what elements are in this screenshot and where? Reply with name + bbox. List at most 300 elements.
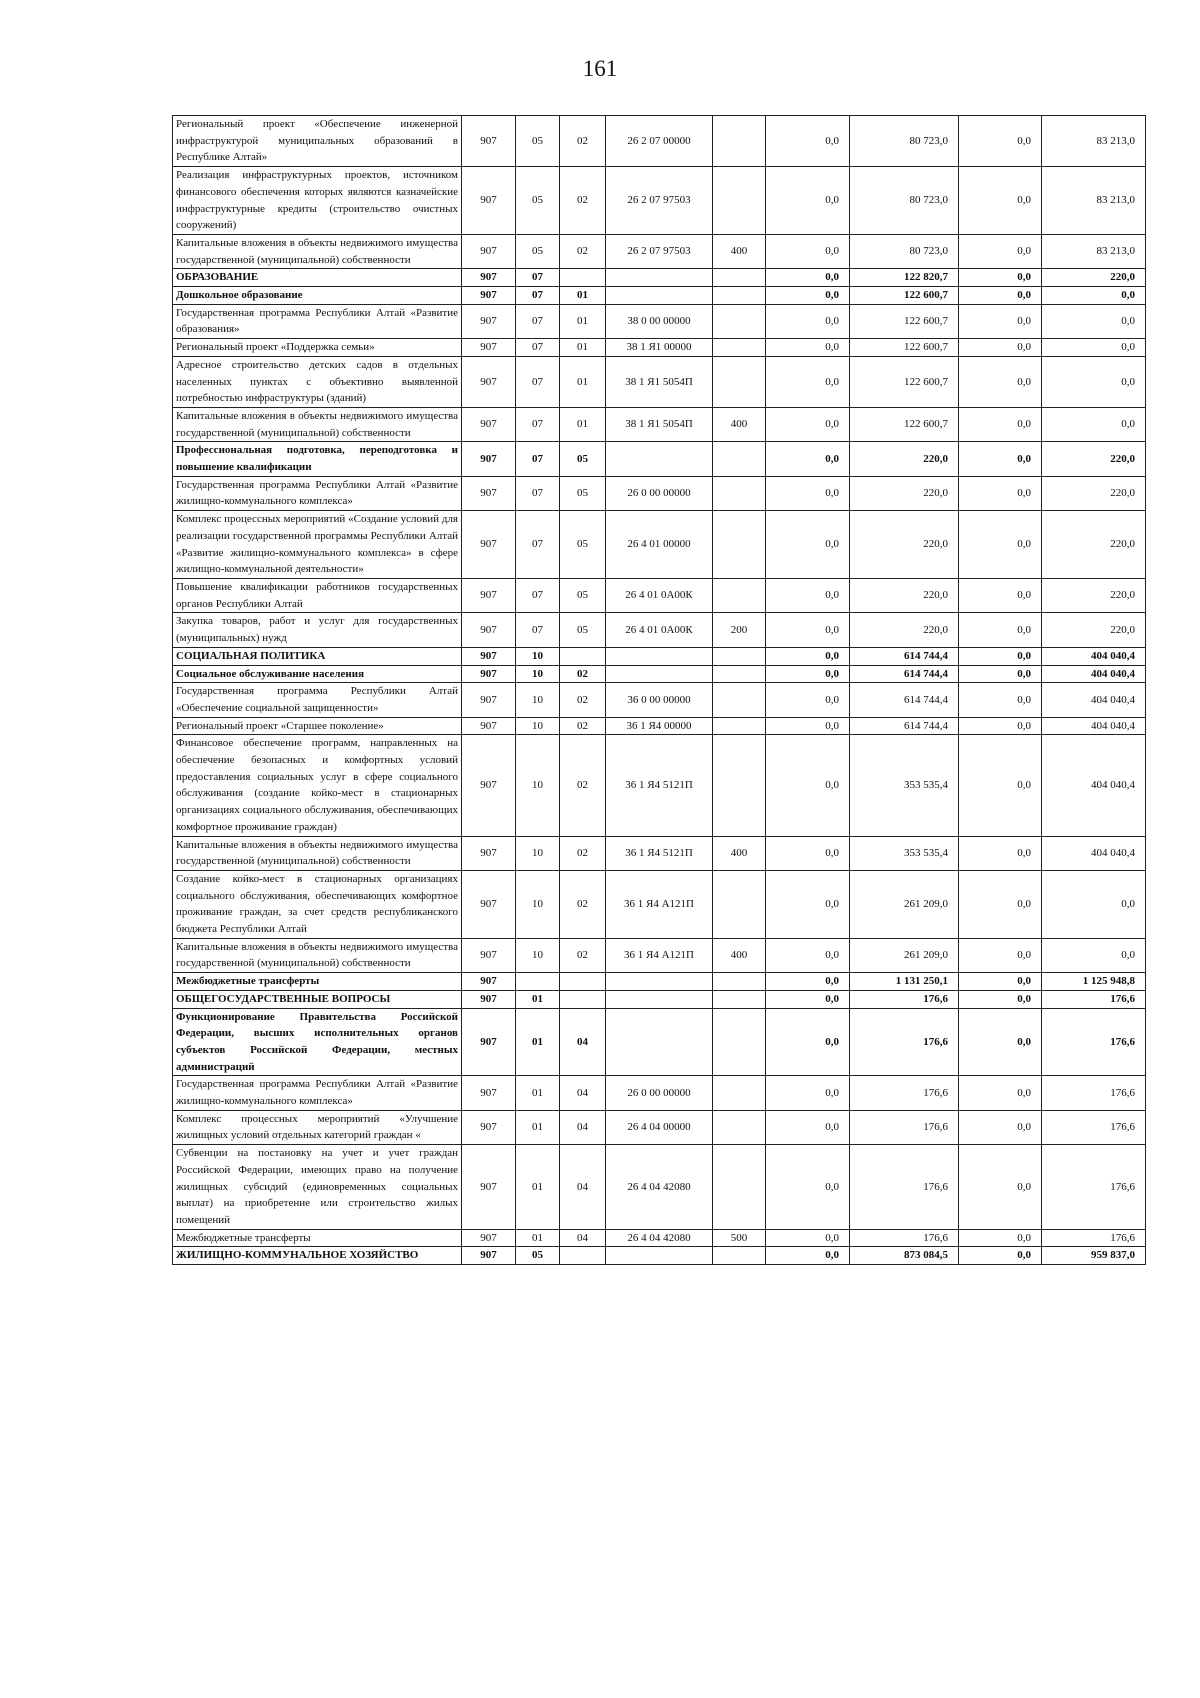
row-value-4-cell: 404 040,4	[1042, 647, 1146, 665]
row-expense-type-cell	[713, 304, 766, 338]
row-value-4-cell: 959 837,0	[1042, 1247, 1146, 1265]
row-grbs-cell: 907	[462, 578, 516, 612]
row-subsection-cell: 02	[560, 683, 606, 717]
row-value-2-cell: 220,0	[850, 476, 959, 510]
table-row	[173, 167, 1146, 235]
row-value-3-cell: 0,0	[959, 287, 1042, 305]
row-value-3-cell: 0,0	[959, 613, 1042, 647]
budget-table	[172, 115, 1146, 1265]
row-subsection-cell: 04	[560, 1008, 606, 1076]
row-value-4-cell: 220,0	[1042, 511, 1146, 579]
table-row	[173, 990, 1146, 1008]
table-row	[173, 1076, 1146, 1110]
budget-table-body	[173, 116, 1146, 1265]
row-section-cell: 07	[516, 613, 560, 647]
table-row	[173, 665, 1146, 683]
table-row	[173, 1008, 1146, 1076]
row-value-2-cell: 220,0	[850, 578, 959, 612]
row-value-4-cell: 0,0	[1042, 287, 1146, 305]
row-value-2-cell: 122 600,7	[850, 304, 959, 338]
row-subsection-cell	[560, 647, 606, 665]
row-value-3-cell: 0,0	[959, 511, 1042, 579]
row-name-cell: ОБРАЗОВАНИЕ	[173, 269, 462, 287]
row-section-cell: 10	[516, 683, 560, 717]
row-subsection-cell: 01	[560, 287, 606, 305]
row-grbs-cell: 907	[462, 665, 516, 683]
table-row	[173, 647, 1146, 665]
row-grbs-cell: 907	[462, 287, 516, 305]
row-subsection-cell: 04	[560, 1229, 606, 1247]
row-target-article-cell: 36 1 Я4 5121П	[606, 735, 713, 836]
row-value-1-cell: 0,0	[766, 735, 850, 836]
row-value-1-cell: 0,0	[766, 836, 850, 870]
row-name-cell: Закупка товаров, работ и услуг для государственных (муниципальных) нужд	[173, 613, 462, 647]
row-subsection-cell: 02	[560, 167, 606, 235]
row-expense-type-cell: 400	[713, 407, 766, 441]
row-value-3-cell: 0,0	[959, 1110, 1042, 1144]
row-subsection-cell: 04	[560, 1145, 606, 1230]
row-subsection-cell: 01	[560, 304, 606, 338]
table-row	[173, 735, 1146, 836]
row-name-cell: Дошкольное образование	[173, 287, 462, 305]
row-subsection-cell: 02	[560, 234, 606, 268]
row-value-2-cell: 353 535,4	[850, 836, 959, 870]
row-grbs-cell: 907	[462, 1076, 516, 1110]
row-value-1-cell: 0,0	[766, 647, 850, 665]
row-name-cell: ЖИЛИЩНО-КОММУНАЛЬНОЕ ХОЗЯЙСТВО	[173, 1247, 462, 1265]
row-value-2-cell: 176,6	[850, 990, 959, 1008]
page-number: 161	[582, 56, 618, 81]
row-expense-type-cell	[713, 870, 766, 938]
row-value-1-cell: 0,0	[766, 1008, 850, 1076]
row-grbs-cell: 907	[462, 973, 516, 991]
row-grbs-cell: 907	[462, 476, 516, 510]
row-value-1-cell: 0,0	[766, 442, 850, 476]
table-row	[173, 511, 1146, 579]
row-section-cell: 10	[516, 870, 560, 938]
row-value-3-cell: 0,0	[959, 1008, 1042, 1076]
table-row	[173, 269, 1146, 287]
row-value-3-cell: 0,0	[959, 304, 1042, 338]
row-expense-type-cell: 400	[713, 234, 766, 268]
row-value-4-cell: 176,6	[1042, 1008, 1146, 1076]
row-value-1-cell: 0,0	[766, 870, 850, 938]
row-value-4-cell: 404 040,4	[1042, 735, 1146, 836]
row-name-cell: Государственная программа Республики Алтай «Развитие образования»	[173, 304, 462, 338]
row-value-2-cell: 122 600,7	[850, 339, 959, 357]
row-subsection-cell: 02	[560, 870, 606, 938]
row-value-3-cell: 0,0	[959, 665, 1042, 683]
table-row	[173, 287, 1146, 305]
row-subsection-cell	[560, 973, 606, 991]
row-value-2-cell: 176,6	[850, 1008, 959, 1076]
row-target-article-cell: 26 4 04 42080	[606, 1145, 713, 1230]
row-grbs-cell: 907	[462, 442, 516, 476]
row-value-3-cell: 0,0	[959, 735, 1042, 836]
row-value-3-cell: 0,0	[959, 407, 1042, 441]
row-name-cell: Создание койко-мест в стационарных организациях социального обслуживания, обеспечивающих комфортное проживание граждан, за счет средств республиканского бюджета Республики Алтай	[173, 870, 462, 938]
row-section-cell: 10	[516, 665, 560, 683]
row-value-4-cell: 404 040,4	[1042, 683, 1146, 717]
row-name-cell: Профессиональная подготовка, переподготовка и повышение квалификации	[173, 442, 462, 476]
row-value-4-cell: 1 125 948,8	[1042, 973, 1146, 991]
row-subsection-cell: 02	[560, 836, 606, 870]
table-row	[173, 339, 1146, 357]
table-row	[173, 1145, 1146, 1230]
row-value-4-cell: 176,6	[1042, 1110, 1146, 1144]
row-value-1-cell: 0,0	[766, 1110, 850, 1144]
row-subsection-cell: 04	[560, 1076, 606, 1110]
row-subsection-cell: 01	[560, 339, 606, 357]
row-grbs-cell: 907	[462, 407, 516, 441]
row-name-cell: Региональный проект «Обеспечение инженерной инфраструктурой муниципальных образований в Республике Алтай»	[173, 116, 462, 167]
row-expense-type-cell: 500	[713, 1229, 766, 1247]
table-row	[173, 407, 1146, 441]
row-subsection-cell: 04	[560, 1110, 606, 1144]
row-value-2-cell: 80 723,0	[850, 234, 959, 268]
table-row	[173, 938, 1146, 972]
row-target-article-cell	[606, 1247, 713, 1265]
row-grbs-cell: 907	[462, 938, 516, 972]
row-name-cell: Государственная программа Республики Алтай «Развитие жилищно-коммунального комплекса»	[173, 476, 462, 510]
row-value-3-cell: 0,0	[959, 938, 1042, 972]
row-value-1-cell: 0,0	[766, 938, 850, 972]
row-name-cell: Межбюджетные трансферты	[173, 1229, 462, 1247]
row-value-1-cell: 0,0	[766, 287, 850, 305]
row-section-cell: 05	[516, 234, 560, 268]
table-row	[173, 836, 1146, 870]
row-name-cell: СОЦИАЛЬНАЯ ПОЛИТИКА	[173, 647, 462, 665]
row-grbs-cell: 907	[462, 167, 516, 235]
table-row	[173, 1247, 1146, 1265]
row-expense-type-cell	[713, 973, 766, 991]
row-target-article-cell	[606, 287, 713, 305]
row-grbs-cell: 907	[462, 717, 516, 735]
row-value-3-cell: 0,0	[959, 647, 1042, 665]
row-value-2-cell: 176,6	[850, 1229, 959, 1247]
row-section-cell: 07	[516, 476, 560, 510]
row-value-2-cell: 353 535,4	[850, 735, 959, 836]
row-value-1-cell: 0,0	[766, 665, 850, 683]
row-expense-type-cell	[713, 167, 766, 235]
row-section-cell	[516, 973, 560, 991]
row-grbs-cell: 907	[462, 1229, 516, 1247]
row-value-4-cell: 176,6	[1042, 1145, 1146, 1230]
row-subsection-cell: 05	[560, 511, 606, 579]
row-grbs-cell: 907	[462, 1247, 516, 1265]
row-section-cell: 10	[516, 647, 560, 665]
row-section-cell: 10	[516, 735, 560, 836]
row-target-article-cell: 38 1 Я1 00000	[606, 339, 713, 357]
row-value-1-cell: 0,0	[766, 304, 850, 338]
row-value-1-cell: 0,0	[766, 167, 850, 235]
table-row	[173, 116, 1146, 167]
row-section-cell: 07	[516, 287, 560, 305]
row-expense-type-cell	[713, 1247, 766, 1265]
row-name-cell: Финансовое обеспечение программ, направленных на обеспечение безопасных и комфортных условий предоставления социальных услуг в сфере социального обслуживания (создание койко-мест в стационарных организациях социального обслуживания, обеспечивающих комфортное проживание граждан)	[173, 735, 462, 836]
row-value-3-cell: 0,0	[959, 167, 1042, 235]
row-name-cell: Реализация инфраструктурных проектов, источником финансового обеспечения которых являются казначейские инфраструктурные кредиты (строительство очистных сооружений)	[173, 167, 462, 235]
row-value-2-cell: 261 209,0	[850, 938, 959, 972]
row-value-1-cell: 0,0	[766, 356, 850, 407]
row-value-3-cell: 0,0	[959, 356, 1042, 407]
row-value-1-cell: 0,0	[766, 990, 850, 1008]
row-section-cell: 07	[516, 304, 560, 338]
row-target-article-cell: 38 0 00 00000	[606, 304, 713, 338]
row-expense-type-cell	[713, 442, 766, 476]
row-subsection-cell: 05	[560, 613, 606, 647]
row-section-cell: 07	[516, 511, 560, 579]
row-name-cell: Межбюджетные трансферты	[173, 973, 462, 991]
row-subsection-cell: 01	[560, 407, 606, 441]
row-target-article-cell: 26 4 01 0А00К	[606, 613, 713, 647]
row-grbs-cell: 907	[462, 683, 516, 717]
row-value-4-cell: 0,0	[1042, 356, 1146, 407]
row-value-4-cell: 220,0	[1042, 269, 1146, 287]
row-subsection-cell: 05	[560, 578, 606, 612]
row-value-2-cell: 261 209,0	[850, 870, 959, 938]
row-expense-type-cell	[713, 476, 766, 510]
row-subsection-cell	[560, 990, 606, 1008]
row-name-cell: Капитальные вложения в объекты недвижимого имущества государственной (муниципальной) собственности	[173, 938, 462, 972]
row-grbs-cell: 907	[462, 511, 516, 579]
row-value-1-cell: 0,0	[766, 717, 850, 735]
row-expense-type-cell	[713, 269, 766, 287]
row-subsection-cell: 05	[560, 442, 606, 476]
table-row	[173, 613, 1146, 647]
row-grbs-cell: 907	[462, 356, 516, 407]
row-expense-type-cell	[713, 356, 766, 407]
table-row	[173, 442, 1146, 476]
row-subsection-cell: 01	[560, 356, 606, 407]
table-row	[173, 578, 1146, 612]
row-value-3-cell: 0,0	[959, 1076, 1042, 1110]
table-row	[173, 717, 1146, 735]
row-target-article-cell: 36 1 Я4 А121П	[606, 870, 713, 938]
row-target-article-cell	[606, 973, 713, 991]
row-grbs-cell: 907	[462, 870, 516, 938]
row-expense-type-cell	[713, 735, 766, 836]
row-value-1-cell: 0,0	[766, 683, 850, 717]
row-expense-type-cell	[713, 717, 766, 735]
row-value-4-cell: 176,6	[1042, 1076, 1146, 1110]
row-target-article-cell	[606, 1008, 713, 1076]
row-value-1-cell: 0,0	[766, 476, 850, 510]
row-expense-type-cell	[713, 1008, 766, 1076]
row-value-3-cell: 0,0	[959, 717, 1042, 735]
table-row	[173, 1110, 1146, 1144]
row-section-cell: 07	[516, 442, 560, 476]
row-name-cell: Капитальные вложения в объекты недвижимого имущества государственной (муниципальной) собственности	[173, 234, 462, 268]
row-expense-type-cell	[713, 578, 766, 612]
row-target-article-cell: 26 4 01 00000	[606, 511, 713, 579]
row-section-cell: 07	[516, 356, 560, 407]
row-value-3-cell: 0,0	[959, 870, 1042, 938]
row-value-2-cell: 220,0	[850, 442, 959, 476]
row-expense-type-cell	[713, 1076, 766, 1110]
row-value-3-cell: 0,0	[959, 990, 1042, 1008]
row-expense-type-cell	[713, 116, 766, 167]
row-target-article-cell: 26 4 01 0А00К	[606, 578, 713, 612]
row-target-article-cell: 26 4 04 00000	[606, 1110, 713, 1144]
row-value-3-cell: 0,0	[959, 578, 1042, 612]
row-value-2-cell: 614 744,4	[850, 647, 959, 665]
row-value-1-cell: 0,0	[766, 1145, 850, 1230]
row-target-article-cell: 26 0 00 00000	[606, 476, 713, 510]
row-target-article-cell	[606, 647, 713, 665]
row-name-cell: Государственная программа Республики Алтай «Развитие жилищно-коммунального комплекса»	[173, 1076, 462, 1110]
row-section-cell: 10	[516, 836, 560, 870]
row-name-cell: Субвенции на постановку на учет и учет граждан Российской Федерации, имеющих право на получение жилищных субсидий (единовременных социальных выплат) на приобретение или строительство жилых помещений	[173, 1145, 462, 1230]
row-value-2-cell: 1 131 250,1	[850, 973, 959, 991]
row-expense-type-cell	[713, 990, 766, 1008]
row-value-3-cell: 0,0	[959, 1145, 1042, 1230]
row-grbs-cell: 907	[462, 613, 516, 647]
row-name-cell: Капитальные вложения в объекты недвижимого имущества государственной (муниципальной) собственности	[173, 407, 462, 441]
row-grbs-cell: 907	[462, 1145, 516, 1230]
row-value-4-cell: 0,0	[1042, 407, 1146, 441]
row-subsection-cell	[560, 1247, 606, 1265]
row-subsection-cell: 02	[560, 665, 606, 683]
row-expense-type-cell	[713, 339, 766, 357]
row-value-1-cell: 0,0	[766, 407, 850, 441]
row-value-2-cell: 220,0	[850, 511, 959, 579]
row-value-1-cell: 0,0	[766, 1229, 850, 1247]
table-row	[173, 304, 1146, 338]
table-row	[173, 234, 1146, 268]
row-subsection-cell	[560, 269, 606, 287]
row-target-article-cell: 26 2 07 97503	[606, 234, 713, 268]
row-section-cell: 05	[516, 116, 560, 167]
row-value-1-cell: 0,0	[766, 973, 850, 991]
row-name-cell: Повышение квалификации работников государственных органов Республики Алтай	[173, 578, 462, 612]
row-value-2-cell: 122 820,7	[850, 269, 959, 287]
row-value-3-cell: 0,0	[959, 973, 1042, 991]
row-value-3-cell: 0,0	[959, 836, 1042, 870]
row-expense-type-cell	[713, 1145, 766, 1230]
row-subsection-cell: 02	[560, 717, 606, 735]
row-value-3-cell: 0,0	[959, 234, 1042, 268]
row-value-3-cell: 0,0	[959, 339, 1042, 357]
row-value-4-cell: 220,0	[1042, 476, 1146, 510]
row-section-cell: 01	[516, 1008, 560, 1076]
row-value-2-cell: 614 744,4	[850, 683, 959, 717]
row-subsection-cell: 02	[560, 735, 606, 836]
row-value-4-cell: 83 213,0	[1042, 116, 1146, 167]
row-value-4-cell: 0,0	[1042, 304, 1146, 338]
row-value-4-cell: 220,0	[1042, 613, 1146, 647]
row-expense-type-cell: 200	[713, 613, 766, 647]
table-row	[173, 973, 1146, 991]
row-expense-type-cell	[713, 665, 766, 683]
row-value-3-cell: 0,0	[959, 442, 1042, 476]
row-grbs-cell: 907	[462, 735, 516, 836]
row-grbs-cell: 907	[462, 234, 516, 268]
row-grbs-cell: 907	[462, 1008, 516, 1076]
row-value-1-cell: 0,0	[766, 116, 850, 167]
row-target-article-cell: 36 1 Я4 5121П	[606, 836, 713, 870]
row-value-4-cell: 0,0	[1042, 938, 1146, 972]
row-target-article-cell: 26 2 07 97503	[606, 167, 713, 235]
row-grbs-cell: 907	[462, 990, 516, 1008]
row-subsection-cell: 02	[560, 938, 606, 972]
row-target-article-cell: 38 1 Я1 5054П	[606, 407, 713, 441]
row-value-1-cell: 0,0	[766, 269, 850, 287]
row-value-1-cell: 0,0	[766, 1076, 850, 1110]
row-value-2-cell: 614 744,4	[850, 717, 959, 735]
row-section-cell: 05	[516, 167, 560, 235]
row-value-2-cell: 80 723,0	[850, 116, 959, 167]
table-row	[173, 683, 1146, 717]
row-value-3-cell: 0,0	[959, 269, 1042, 287]
row-grbs-cell: 907	[462, 647, 516, 665]
row-target-article-cell: 26 4 04 42080	[606, 1229, 713, 1247]
row-target-article-cell	[606, 665, 713, 683]
row-section-cell: 07	[516, 407, 560, 441]
row-expense-type-cell	[713, 287, 766, 305]
row-target-article-cell: 38 1 Я1 5054П	[606, 356, 713, 407]
row-value-1-cell: 0,0	[766, 613, 850, 647]
row-value-1-cell: 0,0	[766, 339, 850, 357]
row-target-article-cell: 26 2 07 00000	[606, 116, 713, 167]
row-value-4-cell: 220,0	[1042, 442, 1146, 476]
row-value-2-cell: 220,0	[850, 613, 959, 647]
row-name-cell: Капитальные вложения в объекты недвижимого имущества государственной (муниципальной) собственности	[173, 836, 462, 870]
row-target-article-cell	[606, 990, 713, 1008]
row-section-cell: 07	[516, 578, 560, 612]
row-section-cell: 01	[516, 1145, 560, 1230]
row-value-2-cell: 122 600,7	[850, 287, 959, 305]
row-target-article-cell: 36 1 Я4 00000	[606, 717, 713, 735]
row-name-cell: Адресное строительство детских садов в отдельных населенных пунктах с объективно выявленной потребностью инфраструктуры (зданий)	[173, 356, 462, 407]
row-section-cell: 01	[516, 1229, 560, 1247]
row-subsection-cell: 02	[560, 116, 606, 167]
row-name-cell: Комплекс процессных мероприятий «Создание условий для реализации государственной программы Республики Алтай «Развитие жилищно-коммунального комплекса» в сфере жилищно-коммунальной деятельности»	[173, 511, 462, 579]
row-value-2-cell: 122 600,7	[850, 407, 959, 441]
row-section-cell: 01	[516, 1076, 560, 1110]
row-expense-type-cell	[713, 647, 766, 665]
row-name-cell: ОБЩЕГОСУДАРСТВЕННЫЕ ВОПРОСЫ	[173, 990, 462, 1008]
row-value-4-cell: 176,6	[1042, 990, 1146, 1008]
row-value-4-cell: 83 213,0	[1042, 234, 1146, 268]
row-expense-type-cell	[713, 1110, 766, 1144]
row-name-cell: Региональный проект «Старшее поколение»	[173, 717, 462, 735]
row-value-2-cell: 80 723,0	[850, 167, 959, 235]
row-name-cell: Комплекс процессных мероприятий «Улучшение жилищных условий отдельных категорий граждан «	[173, 1110, 462, 1144]
row-name-cell: Социальное обслуживание населения	[173, 665, 462, 683]
row-section-cell: 05	[516, 1247, 560, 1265]
row-section-cell: 07	[516, 339, 560, 357]
row-value-1-cell: 0,0	[766, 578, 850, 612]
row-value-2-cell: 176,6	[850, 1110, 959, 1144]
row-grbs-cell: 907	[462, 269, 516, 287]
row-value-4-cell: 404 040,4	[1042, 665, 1146, 683]
row-value-2-cell: 122 600,7	[850, 356, 959, 407]
row-grbs-cell: 907	[462, 116, 516, 167]
row-value-3-cell: 0,0	[959, 476, 1042, 510]
table-row	[173, 476, 1146, 510]
row-name-cell: Региональный проект «Поддержка семьи»	[173, 339, 462, 357]
row-value-3-cell: 0,0	[959, 1229, 1042, 1247]
row-section-cell: 07	[516, 269, 560, 287]
row-grbs-cell: 907	[462, 339, 516, 357]
row-section-cell: 01	[516, 990, 560, 1008]
row-value-4-cell: 0,0	[1042, 870, 1146, 938]
row-value-2-cell: 873 084,5	[850, 1247, 959, 1265]
row-expense-type-cell	[713, 683, 766, 717]
row-name-cell: Государственная программа Республики Алтай «Обеспечение социальной защищенности»	[173, 683, 462, 717]
row-target-article-cell: 36 1 Я4 А121П	[606, 938, 713, 972]
